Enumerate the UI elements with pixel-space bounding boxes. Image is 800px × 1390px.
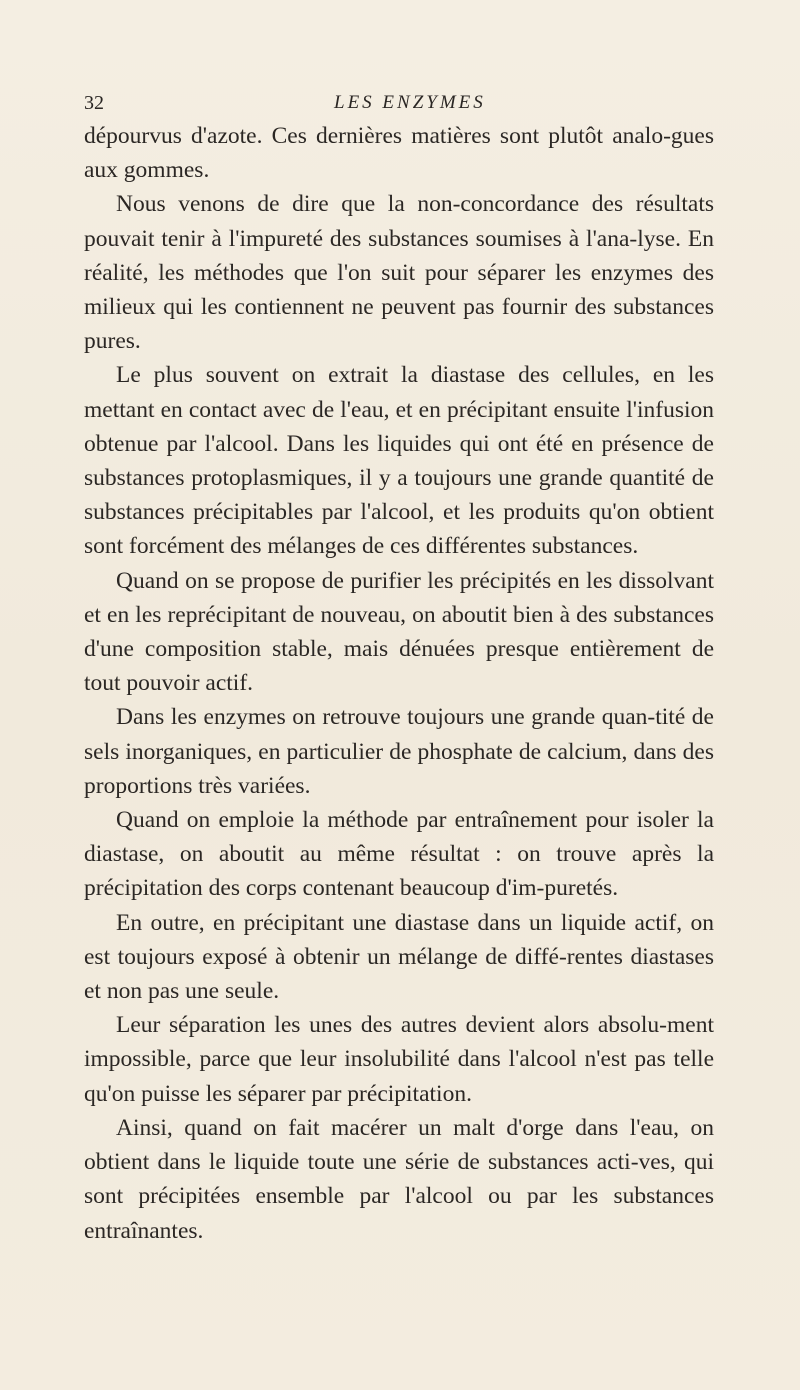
paragraph: Leur séparation les unes des autres devient alors absolu-ment impossible, parce que leur insolubilité dans l'alcool n'est pas telle qu'on puisse les séparer par précipitation. [84, 1012, 714, 1107]
paragraph: Nous venons de dire que la non-concordance des résultats pouvait tenir à l'impureté des substances soumises à l'ana-lyse. En réalité, les méthodes que l'on suit pour séparer les enzymes des milieux qui les contiennent ne peuvent pas fournir des substances pures. [84, 191, 714, 355]
body-text [84, 119, 714, 1248]
paragraph: Le plus souvent on extrait la diastase des cellules, en les mettant en contact avec de l'eau, et en précipitant ensuite l'infusion obtenue par l'alcool. Dans les liquides qui ont été en présence de substances protoplasmiques, il y a toujours une grande quantité de substances précipitables par l'alcool, et les produits qu'on obtient sont forcément des mélanges de ces différentes substances. [84, 362, 714, 560]
paragraph: Quand on emploie la méthode par entraînement pour isoler la diastase, on aboutit au même résultat : on trouve après la précipitation des corps contenant beaucoup d'im-puretés. [84, 807, 714, 902]
running-title: LES ENZYMES [334, 92, 486, 113]
paragraph: dépourvus d'azote. Ces dernières matières sont plutôt analo-gues aux gommes. [84, 123, 714, 184]
paragraph: Ainsi, quand on fait macérer un malt d'orge dans l'eau, on obtient dans le liquide toute une série de substances acti-ves, qui sont précipitées ensemble par l'alcool ou par les substances entraînantes. [84, 1114, 714, 1244]
paragraph: Dans les enzymes on retrouve toujours une grande quan-tité de sels inorganiques, en particulier de phosphate de calcium, dans des proportions très variées. [84, 704, 714, 799]
paragraph: Quand on se propose de purifier les précipités en les dissolvant et en les reprécipitant de nouveau, on aboutit bien à des substances d'une composition stable, mais dénuées presque entièrement de tout pouvoir actif. [84, 567, 714, 697]
page-number: 32 [84, 92, 104, 114]
paragraph: En outre, en précipitant une diastase dans un liquide actif, on est toujours exposé à obtenir un mélange de diffé-rentes diastases et non pas une seule. [84, 909, 714, 1005]
running-head [84, 92, 714, 120]
